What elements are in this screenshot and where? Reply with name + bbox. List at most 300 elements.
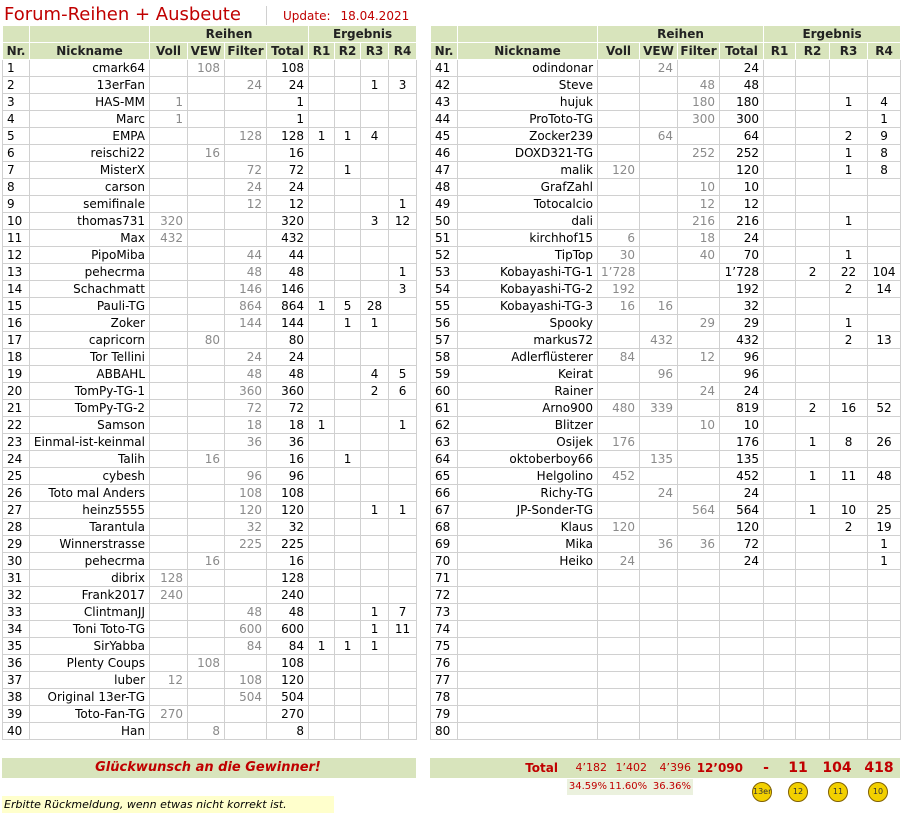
row-nr: 48 — [431, 179, 458, 196]
row-nr: 68 — [431, 519, 458, 536]
table-row — [431, 111, 901, 128]
row-voll — [150, 366, 188, 383]
table-row — [431, 145, 901, 162]
total-r4: 418 — [864, 760, 894, 776]
row-r4 — [389, 349, 417, 366]
table-row — [431, 604, 901, 621]
row-nr: 57 — [431, 332, 458, 349]
row-r3 — [361, 94, 389, 111]
row-total: 24 — [720, 230, 764, 247]
row-total: 18 — [267, 417, 309, 434]
row-voll — [598, 570, 640, 587]
row-vew — [640, 434, 678, 451]
header-filter: Filter — [678, 43, 720, 60]
row-r2: 5 — [335, 298, 361, 315]
row-r4 — [389, 655, 417, 672]
row-filter — [678, 621, 720, 638]
row-nickname: Plenty Coups — [30, 655, 150, 672]
row-r1 — [764, 77, 796, 94]
row-voll — [150, 519, 188, 536]
row-r3 — [361, 60, 389, 77]
row-filter: 108 — [225, 485, 267, 502]
row-nickname — [458, 570, 598, 587]
row-vew — [188, 689, 225, 706]
row-r3: 4 — [361, 366, 389, 383]
row-r4 — [868, 706, 901, 723]
row-r3: 1 — [361, 621, 389, 638]
table-row — [431, 196, 901, 213]
row-total: 24 — [267, 179, 309, 196]
row-total: 864 — [267, 298, 309, 315]
row-filter — [678, 570, 720, 587]
row-vew — [640, 672, 678, 689]
row-voll — [150, 400, 188, 417]
total-r2: 11 — [788, 760, 808, 776]
row-nickname: Winnerstrasse — [30, 536, 150, 553]
row-r1 — [309, 604, 335, 621]
row-r3: 1 — [830, 94, 868, 111]
row-r3 — [830, 587, 868, 604]
row-nickname: Han — [30, 723, 150, 740]
row-vew — [188, 519, 225, 536]
row-r1 — [309, 451, 335, 468]
row-nickname: GrafZahl — [458, 179, 598, 196]
row-nickname: dibrix — [30, 570, 150, 587]
row-r3: 1 — [361, 315, 389, 332]
row-r2 — [335, 672, 361, 689]
row-nr: 24 — [3, 451, 30, 468]
row-total: 24 — [720, 60, 764, 77]
row-nr: 37 — [3, 672, 30, 689]
row-voll — [150, 434, 188, 451]
row-voll — [150, 162, 188, 179]
row-nickname — [458, 638, 598, 655]
row-r2 — [796, 672, 830, 689]
row-r4 — [389, 94, 417, 111]
row-r1 — [309, 570, 335, 587]
row-total: 320 — [267, 213, 309, 230]
row-total — [720, 689, 764, 706]
row-voll: 120 — [598, 519, 640, 536]
table-row — [431, 502, 901, 519]
row-filter: 180 — [678, 94, 720, 111]
row-voll — [150, 349, 188, 366]
row-total — [720, 587, 764, 604]
row-voll: 240 — [150, 587, 188, 604]
row-r2 — [335, 349, 361, 366]
row-r3 — [830, 655, 868, 672]
row-r3 — [361, 434, 389, 451]
row-r3 — [361, 451, 389, 468]
row-r1 — [309, 264, 335, 281]
header-r1: R1 — [309, 43, 335, 60]
row-filter: 96 — [225, 468, 267, 485]
header-r1: R1 — [764, 43, 796, 60]
row-total: 72 — [267, 400, 309, 417]
row-r2: 1 — [796, 502, 830, 519]
row-voll — [598, 213, 640, 230]
row-r4: 3 — [389, 77, 417, 94]
row-total: 24 — [267, 349, 309, 366]
row-vew — [640, 638, 678, 655]
row-filter: 225 — [225, 536, 267, 553]
row-r4 — [389, 298, 417, 315]
row-r1 — [764, 621, 796, 638]
row-vew — [640, 570, 678, 587]
row-filter: 36 — [678, 536, 720, 553]
total-total: 12’090 — [696, 761, 743, 775]
row-voll — [598, 723, 640, 740]
row-nr: 39 — [3, 706, 30, 723]
row-r4 — [868, 383, 901, 400]
row-r1 — [764, 570, 796, 587]
row-r2 — [335, 485, 361, 502]
row-r3: 1 — [830, 162, 868, 179]
row-r4 — [389, 179, 417, 196]
row-voll — [150, 468, 188, 485]
row-r1 — [309, 536, 335, 553]
row-vew — [188, 230, 225, 247]
row-filter: 216 — [678, 213, 720, 230]
table-row — [3, 128, 417, 145]
row-filter — [225, 655, 267, 672]
row-total: 64 — [720, 128, 764, 145]
row-voll — [150, 264, 188, 281]
row-nickname: cybesh — [30, 468, 150, 485]
row-r4 — [868, 689, 901, 706]
row-vew — [188, 638, 225, 655]
row-vew — [188, 111, 225, 128]
row-r1 — [309, 383, 335, 400]
row-r1 — [309, 502, 335, 519]
smiley-12-icon: 12 — [788, 782, 808, 802]
table-row — [431, 689, 901, 706]
row-r2 — [335, 179, 361, 196]
row-nickname: semifinale — [30, 196, 150, 213]
pct-vew: 11.60% — [609, 779, 647, 795]
row-nickname: Marc — [30, 111, 150, 128]
row-voll — [150, 689, 188, 706]
row-r3 — [361, 400, 389, 417]
row-vew: 8 — [188, 723, 225, 740]
row-total: 96 — [267, 468, 309, 485]
row-nr: 5 — [3, 128, 30, 145]
header-r2: R2 — [335, 43, 361, 60]
left-table-body — [3, 60, 417, 740]
row-r3: 3 — [361, 213, 389, 230]
row-r3: 22 — [830, 264, 868, 281]
row-r3: 10 — [830, 502, 868, 519]
row-nickname: Toto mal Anders — [30, 485, 150, 502]
row-total: 8 — [267, 723, 309, 740]
row-voll — [150, 77, 188, 94]
row-r1 — [764, 247, 796, 264]
row-nr: 36 — [3, 655, 30, 672]
row-r2: 1 — [335, 162, 361, 179]
row-r3 — [361, 485, 389, 502]
row-total — [720, 706, 764, 723]
table-row — [431, 247, 901, 264]
row-r4 — [868, 417, 901, 434]
row-filter: 120 — [225, 502, 267, 519]
row-total: 80 — [267, 332, 309, 349]
row-r2 — [796, 230, 830, 247]
table-row — [431, 485, 901, 502]
row-voll — [598, 638, 640, 655]
table-row — [3, 655, 417, 672]
row-filter — [225, 145, 267, 162]
row-r2: 2 — [796, 400, 830, 417]
row-total: 24 — [720, 553, 764, 570]
row-vew — [188, 94, 225, 111]
row-r3 — [830, 723, 868, 740]
row-voll — [150, 417, 188, 434]
row-total: 128 — [267, 128, 309, 145]
row-vew — [640, 383, 678, 400]
row-filter: 12 — [678, 196, 720, 213]
row-r1 — [309, 672, 335, 689]
row-nr: 1 — [3, 60, 30, 77]
row-nickname — [458, 723, 598, 740]
row-voll — [598, 689, 640, 706]
row-r3: 16 — [830, 400, 868, 417]
row-nickname: JP-Sonder-TG — [458, 502, 598, 519]
header-reihen: Reihen — [598, 26, 764, 43]
row-r1 — [764, 485, 796, 502]
row-nickname: Max — [30, 230, 150, 247]
row-vew: 36 — [640, 536, 678, 553]
row-total: 32 — [267, 519, 309, 536]
table-row — [3, 468, 417, 485]
row-nickname: Toni Toto-TG — [30, 621, 150, 638]
row-voll — [150, 553, 188, 570]
header-vew: VEW — [188, 43, 225, 60]
row-r2 — [335, 553, 361, 570]
row-vew — [640, 94, 678, 111]
row-r1 — [764, 672, 796, 689]
row-voll — [598, 179, 640, 196]
row-filter — [678, 587, 720, 604]
row-nr: 7 — [3, 162, 30, 179]
row-nr: 3 — [3, 94, 30, 111]
table-row — [431, 434, 901, 451]
row-filter — [225, 706, 267, 723]
row-nr: 41 — [431, 60, 458, 77]
row-nr: 63 — [431, 434, 458, 451]
row-r2 — [796, 485, 830, 502]
row-nr: 42 — [431, 77, 458, 94]
row-filter: 24 — [225, 179, 267, 196]
row-r4: 5 — [389, 366, 417, 383]
row-r2 — [796, 196, 830, 213]
row-vew — [188, 485, 225, 502]
row-r2 — [796, 451, 830, 468]
row-nr: 71 — [431, 570, 458, 587]
row-total: 1’728 — [720, 264, 764, 281]
row-vew — [640, 77, 678, 94]
row-nr: 51 — [431, 230, 458, 247]
row-vew — [640, 723, 678, 740]
row-r4: 6 — [389, 383, 417, 400]
row-r1 — [764, 706, 796, 723]
row-r3 — [830, 451, 868, 468]
row-nickname: oktoberboy66 — [458, 451, 598, 468]
table-row — [3, 94, 417, 111]
row-r4 — [389, 332, 417, 349]
row-nr: 13 — [3, 264, 30, 281]
row-r4 — [389, 706, 417, 723]
row-nickname: Richy-TG — [458, 485, 598, 502]
table-row — [3, 638, 417, 655]
row-r4 — [868, 451, 901, 468]
row-filter: 300 — [678, 111, 720, 128]
row-r1 — [309, 519, 335, 536]
row-vew — [188, 621, 225, 638]
table-row — [3, 298, 417, 315]
row-vew — [188, 349, 225, 366]
row-nickname: cmark64 — [30, 60, 150, 77]
row-filter — [225, 570, 267, 587]
row-r4 — [868, 213, 901, 230]
row-nickname: thomas731 — [30, 213, 150, 230]
row-filter — [225, 723, 267, 740]
row-voll — [598, 706, 640, 723]
row-nr: 34 — [3, 621, 30, 638]
row-r3 — [361, 468, 389, 485]
row-nickname: TomPy-TG-2 — [30, 400, 150, 417]
row-r1 — [764, 213, 796, 230]
row-nickname: dali — [458, 213, 598, 230]
pct-filter: 36.36% — [647, 779, 693, 795]
row-filter — [678, 60, 720, 77]
row-total — [720, 655, 764, 672]
row-vew — [188, 162, 225, 179]
row-nickname: TomPy-TG-1 — [30, 383, 150, 400]
row-nr: 78 — [431, 689, 458, 706]
row-r2 — [796, 536, 830, 553]
row-voll — [150, 621, 188, 638]
row-r1 — [309, 587, 335, 604]
row-voll — [150, 60, 188, 77]
row-r1 — [764, 519, 796, 536]
row-r3: 2 — [830, 281, 868, 298]
row-filter — [678, 604, 720, 621]
row-voll: 24 — [598, 553, 640, 570]
row-r3 — [830, 689, 868, 706]
row-vew — [640, 468, 678, 485]
row-nickname: Schachmatt — [30, 281, 150, 298]
row-voll: 16 — [598, 298, 640, 315]
row-total: 24 — [720, 383, 764, 400]
row-total: 252 — [720, 145, 764, 162]
row-voll: 30 — [598, 247, 640, 264]
row-nr: 69 — [431, 536, 458, 553]
row-nr: 67 — [431, 502, 458, 519]
row-total: 36 — [267, 434, 309, 451]
row-nr: 25 — [3, 468, 30, 485]
table-row — [431, 315, 901, 332]
table-row — [431, 553, 901, 570]
row-nickname: carson — [30, 179, 150, 196]
row-nr: 2 — [3, 77, 30, 94]
row-vew — [188, 315, 225, 332]
row-r3 — [830, 179, 868, 196]
row-filter: 72 — [225, 400, 267, 417]
row-nickname: Arno900 — [458, 400, 598, 417]
row-total: 12 — [267, 196, 309, 213]
row-total: 72 — [267, 162, 309, 179]
row-vew: 64 — [640, 128, 678, 145]
row-nr: 72 — [431, 587, 458, 604]
row-r1 — [309, 689, 335, 706]
row-r3 — [361, 145, 389, 162]
update-label: Update: — [283, 9, 331, 23]
row-total: 360 — [267, 383, 309, 400]
row-vew — [188, 536, 225, 553]
row-nr: 49 — [431, 196, 458, 213]
table-row — [431, 298, 901, 315]
row-vew — [188, 570, 225, 587]
row-filter — [678, 723, 720, 740]
table-row — [431, 366, 901, 383]
row-r2 — [335, 281, 361, 298]
header-voll: Voll — [598, 43, 640, 60]
row-r2 — [796, 349, 830, 366]
row-r3: 2 — [830, 519, 868, 536]
row-r1 — [309, 179, 335, 196]
row-nr: 55 — [431, 298, 458, 315]
row-r2 — [335, 60, 361, 77]
row-r1 — [309, 315, 335, 332]
row-r4 — [868, 570, 901, 587]
row-r1 — [764, 230, 796, 247]
row-voll: 6 — [598, 230, 640, 247]
row-r3 — [361, 196, 389, 213]
row-voll — [598, 485, 640, 502]
table-row — [3, 383, 417, 400]
row-r4 — [389, 128, 417, 145]
row-voll — [150, 723, 188, 740]
row-total: 16 — [267, 451, 309, 468]
smiley-11-icon: 11 — [828, 782, 848, 802]
row-r2 — [796, 417, 830, 434]
row-r2 — [796, 111, 830, 128]
row-voll — [150, 383, 188, 400]
smiley-10-icon: 10 — [868, 782, 888, 802]
row-voll — [150, 451, 188, 468]
row-vew — [188, 247, 225, 264]
row-r3: 11 — [830, 468, 868, 485]
row-voll — [598, 77, 640, 94]
row-r2 — [335, 723, 361, 740]
row-nr: 79 — [431, 706, 458, 723]
row-r2 — [335, 77, 361, 94]
row-total: 108 — [267, 655, 309, 672]
row-vew — [188, 587, 225, 604]
row-filter — [678, 553, 720, 570]
row-vew: 108 — [188, 655, 225, 672]
row-nickname: Einmal-ist-keinmal — [30, 434, 150, 451]
row-total: 120 — [267, 672, 309, 689]
row-r1 — [309, 247, 335, 264]
row-r3: 4 — [361, 128, 389, 145]
row-nickname: ClintmanJJ — [30, 604, 150, 621]
row-r4: 9 — [868, 128, 901, 145]
row-voll — [150, 604, 188, 621]
row-filter — [678, 298, 720, 315]
row-filter — [678, 332, 720, 349]
row-r1 — [309, 468, 335, 485]
